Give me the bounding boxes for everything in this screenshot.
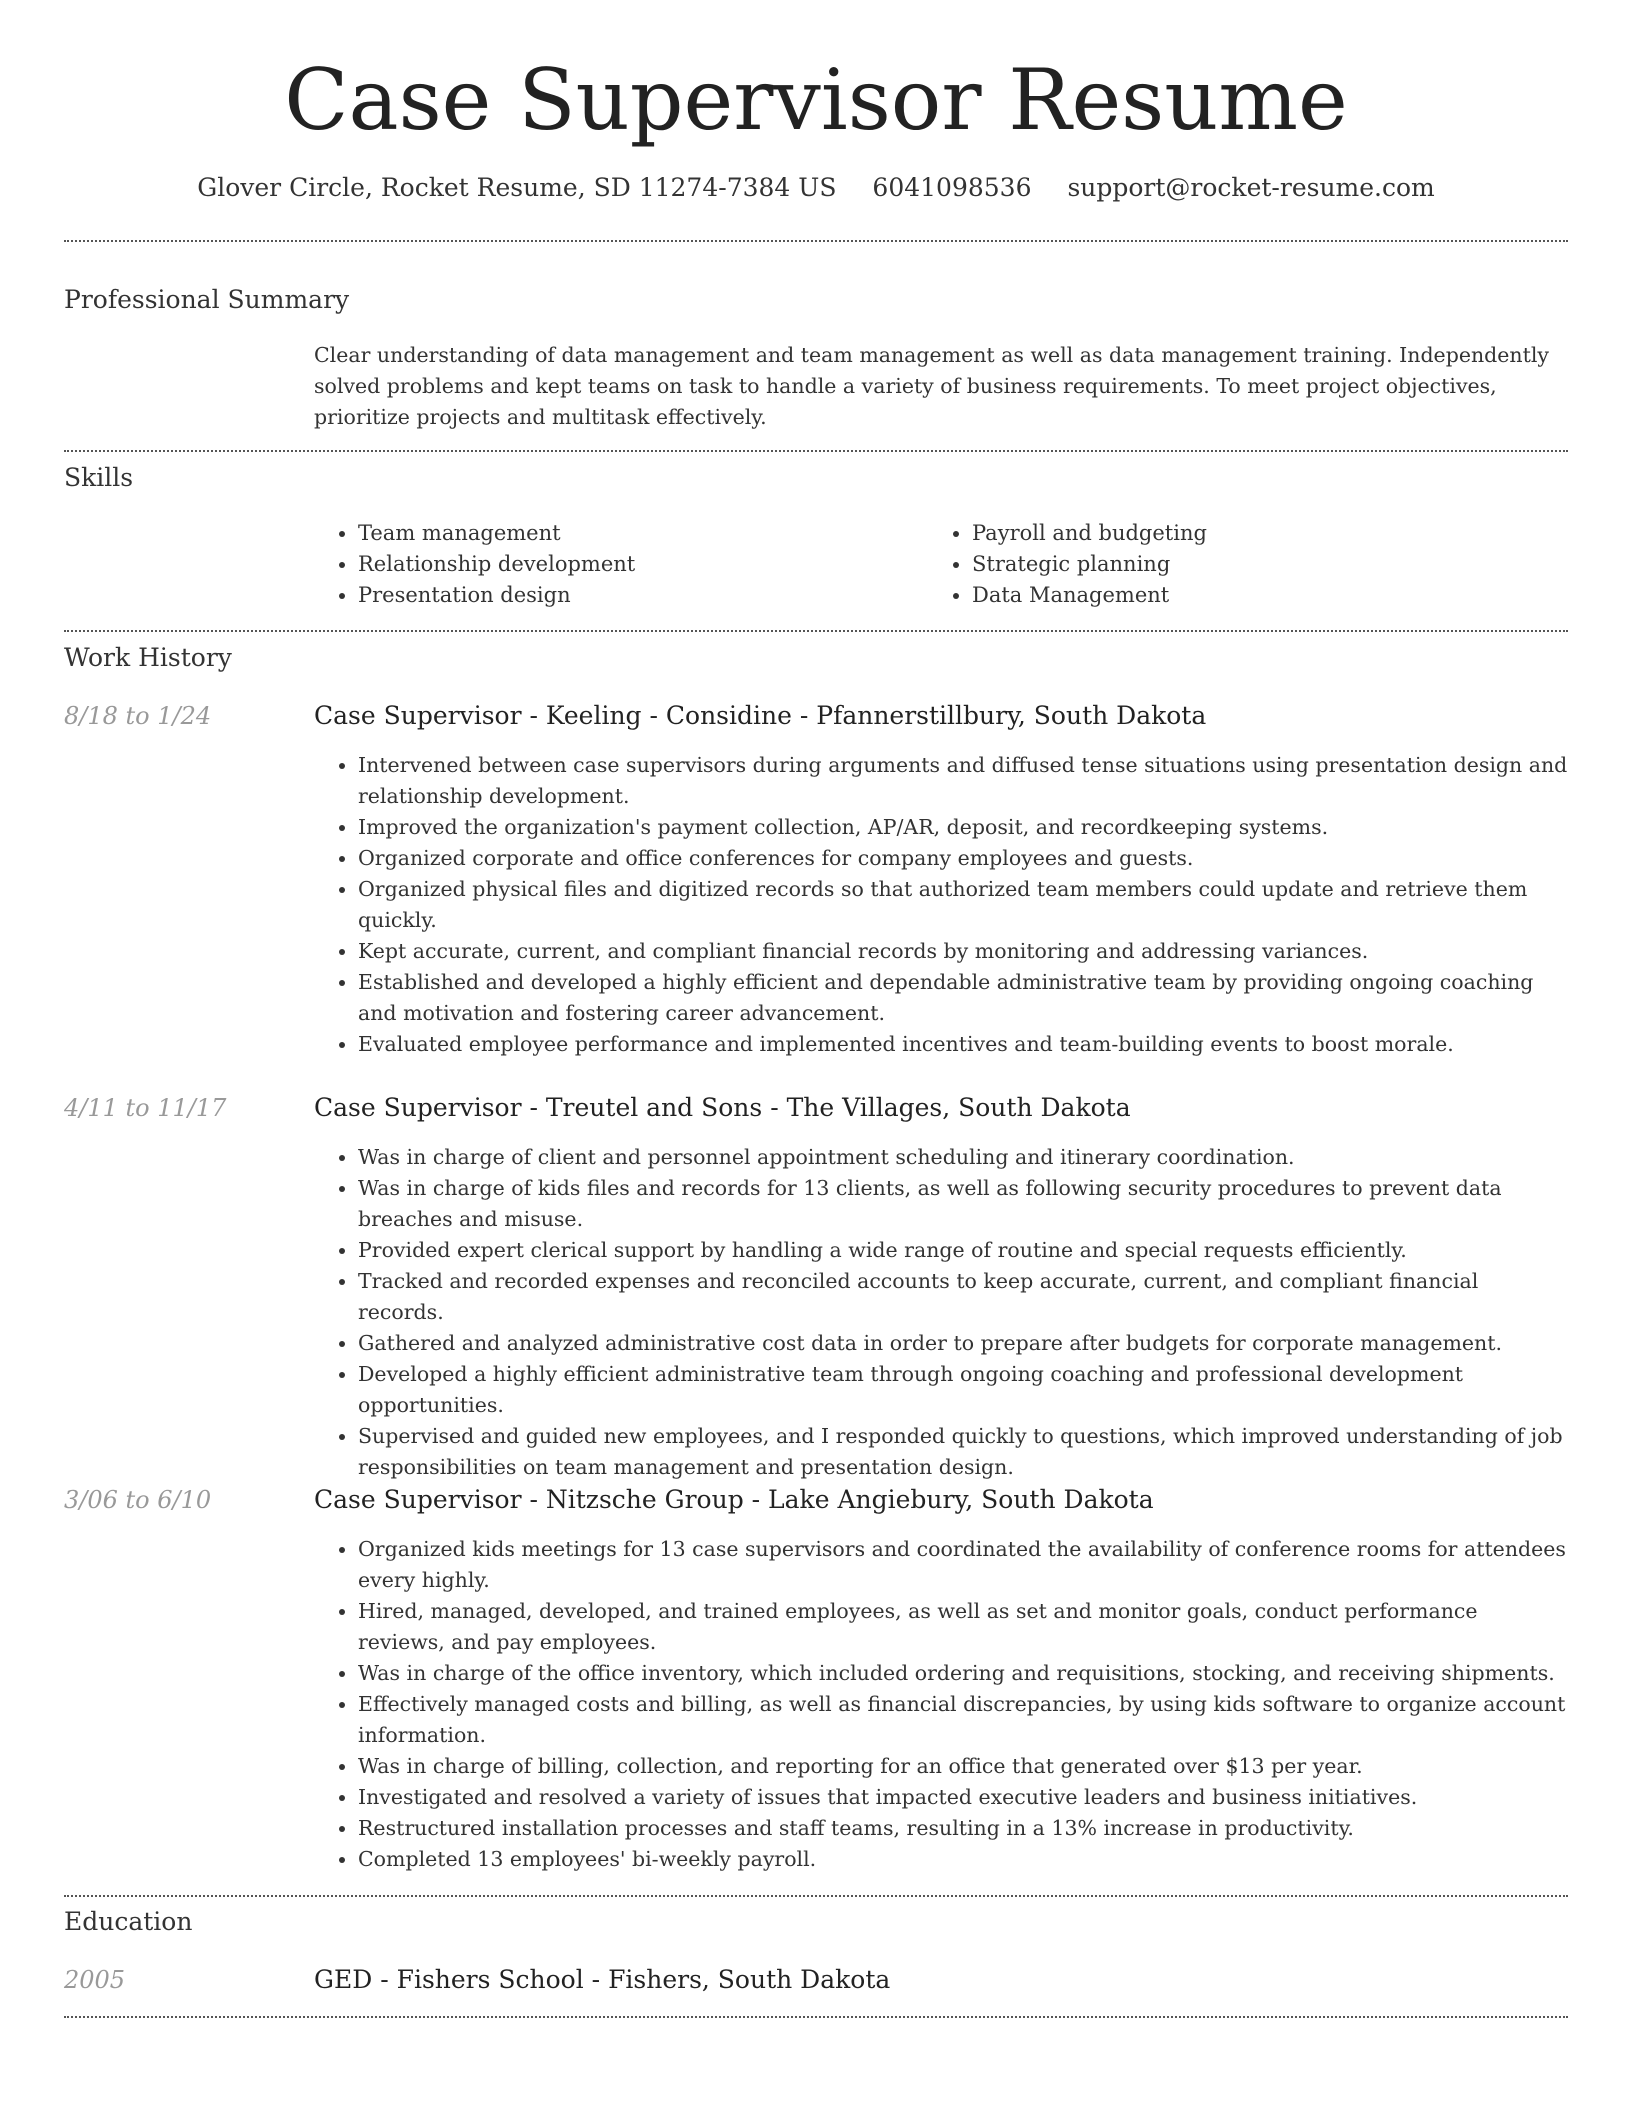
job-bullet: • Hired, managed, developed, and trained employees, as well as set and monitor goals, conduct performance reviews, and pay employees. [358,1596,1568,1658]
job-bullet: • Tracked and recorded expenses and reconciled accounts to keep accurate, current, and compliant financial records. [358,1266,1568,1328]
job-bullet: • Completed 13 employees' bi-weekly payroll. [358,1844,1568,1875]
job-bullet: • Was in charge of client and personnel appointment scheduling and itinerary coordination. [358,1142,1568,1173]
job-bullet: • Was in charge of kids files and records for 13 clients, as well as following security procedures to prevent data breaches and misuse. [358,1173,1568,1235]
skill-item: • Team management [358,518,635,549]
job-bullet: • Restructured installation processes and staff teams, resulting in a 13% increase in productivity. [358,1813,1568,1844]
resume-title: Case Supervisor Resume [284,51,1348,149]
job-bullet: • Intervened between case supervisors during arguments and diffused tense situations using presentation design and relationship development. [358,750,1568,812]
contact-line [0,168,1632,208]
section-divider [64,630,1568,632]
skill-item: • Payroll and budgeting [972,518,1207,549]
job-bullets [314,1142,1568,1483]
job-bullet: • Organized corporate and office conferences for company employees and guests. [358,843,1568,874]
job-bullet: • Gathered and analyzed administrative cost data in order to prepare after budgets for corporate management. [358,1328,1568,1359]
section-divider [64,2016,1568,2018]
job-bullet: • Organized kids meetings for 13 case supervisors and coordinated the availability of conference rooms for attendees every highly. [358,1534,1568,1596]
job-bullets [314,1534,1568,1875]
contact-address: Glover Circle, Rocket Resume, SD 11274-7384 US [197,173,837,202]
contact-phone: 6041098536 [872,173,1032,202]
work-heading: Work History [64,643,232,672]
section-divider [64,240,1568,242]
job-bullet: • Was in charge of the office inventory, which included ordering and requisitions, stocking, and receiving shipments. [358,1658,1568,1689]
education-year: 2005 [64,1966,126,1994]
skills-heading: Skills [64,463,134,492]
job-bullet: • Improved the organization's payment collection, AP/AR, deposit, and recordkeeping systems. [358,812,1568,843]
section-divider [64,450,1568,452]
summary-text: Clear understanding of data management and team management as well as data management training. Independently solved problems and kept teams on task to handle a variety of business requirements. To meet project objectives, prioritize projects and multitask effectively. [314,343,1549,429]
job-bullet: • Established and developed a highly efficient and dependable administrative team by providing ongoing coaching and motivation and fostering career advancement. [358,967,1568,1029]
job-bullet: • Investigated and resolved a variety of issues that impacted executive leaders and business initiatives. [358,1782,1568,1813]
skills-list-right [928,518,1207,611]
skill-item: • Relationship development [358,549,635,580]
job-bullet: • Evaluated employee performance and implemented incentives and team-building events to boost morale. [358,1029,1568,1060]
education-title: GED - Fishers School - Fishers, South Dakota [314,1965,891,1994]
job-title: Case Supervisor - Treutel and Sons - The Villages, South Dakota [314,1093,1131,1122]
job-title: Case Supervisor - Keeling - Considine - Pfannerstillbury, South Dakota [314,701,1207,730]
job-dates: 4/11 to 11/17 [64,1094,227,1122]
skills-list-left [314,518,635,611]
job-bullet: • Supervised and guided new employees, and I responded quickly to questions, which improved understanding of job responsibilities on team management and presentation design. [358,1421,1568,1483]
job-bullets [314,750,1568,1060]
job-bullet: • Organized physical files and digitized records so that authorized team members could update and retrieve them quickly. [358,874,1568,936]
job-bullet: • Was in charge of billing, collection, and reporting for an office that generated over $13 per year. [358,1751,1568,1782]
skill-item: • Data Management [972,580,1207,611]
job-dates: 3/06 to 6/10 [64,1486,212,1514]
skill-item: • Presentation design [358,580,635,611]
skill-item: • Strategic planning [972,549,1207,580]
job-bullet: • Provided expert clerical support by handling a wide range of routine and special requests efficiently. [358,1235,1568,1266]
job-title: Case Supervisor - Nitzsche Group - Lake Angiebury, South Dakota [314,1485,1154,1514]
job-bullet: • Kept accurate, current, and compliant financial records by monitoring and addressing variances. [358,936,1568,967]
contact-email: support@rocket-resume.com [1067,173,1435,202]
section-divider [64,1895,1568,1897]
education-heading: Education [64,1907,193,1936]
job-dates: 8/18 to 1/24 [64,702,212,730]
summary-heading: Professional Summary [64,285,350,314]
job-bullet: • Effectively managed costs and billing, as well as financial discrepancies, by using kids software to organize account information. [358,1689,1568,1751]
job-bullet: • Developed a highly efficient administrative team through ongoing coaching and professional development opportunities. [358,1359,1568,1421]
